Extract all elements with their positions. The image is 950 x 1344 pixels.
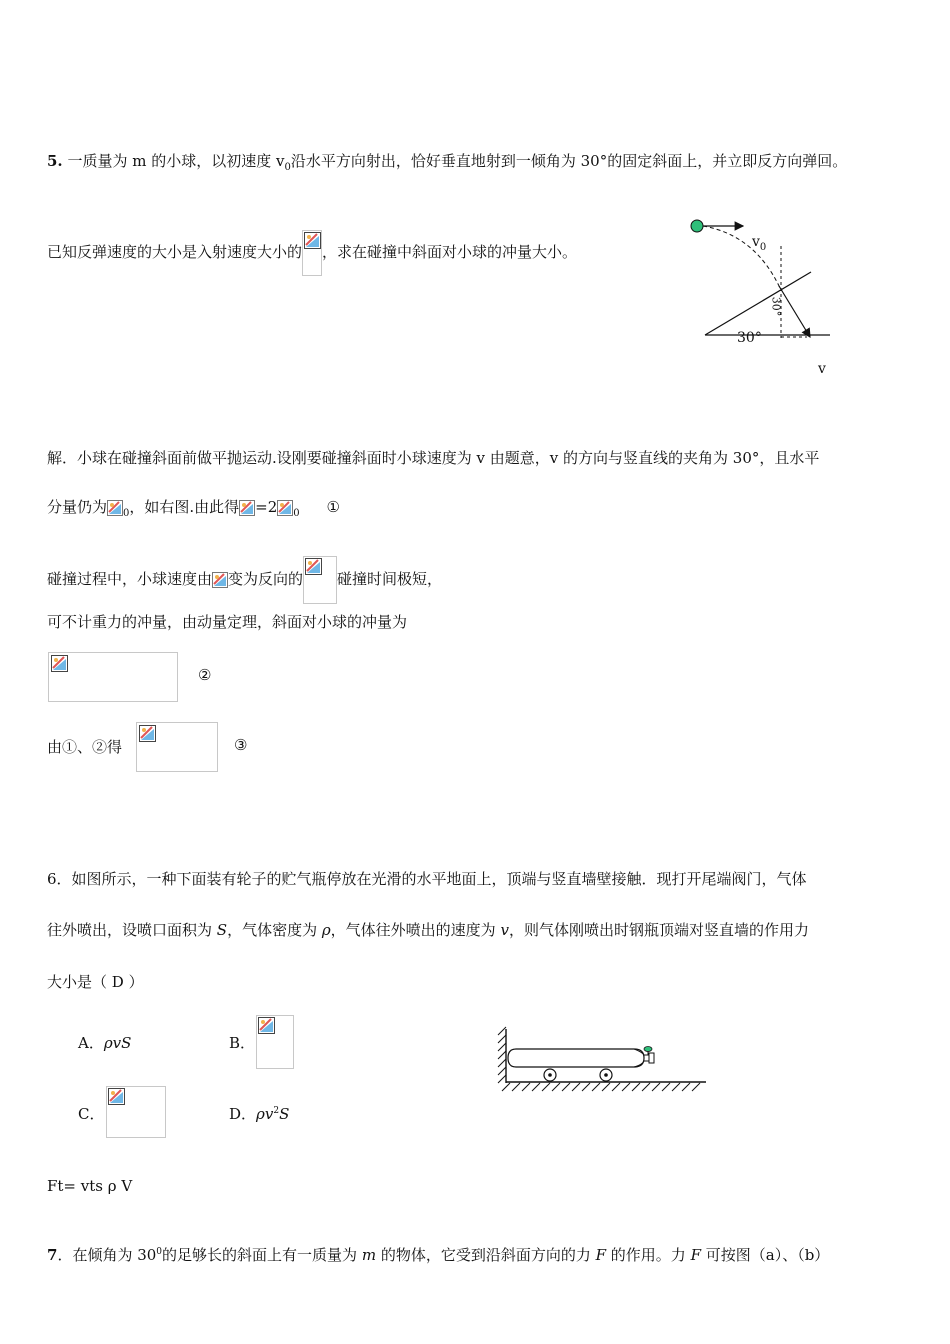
q5-solution-line4: 可不计重力的冲量，由动量定理，斜面对小球的冲量为: [47, 613, 408, 631]
inline-image-icon: [212, 572, 228, 588]
option-b: B．: [229, 1034, 256, 1052]
q5-number: 5.: [47, 152, 63, 170]
fig-label-angle-vertical: 30°: [769, 296, 783, 317]
inline-image-icon: [277, 500, 293, 516]
q5-text1a: 一质量为 m 的小球，以初速度 v: [67, 152, 285, 170]
formula-image-placeholder-2: [48, 652, 178, 702]
q6-answer: Ft= vts ρ V: [47, 1177, 133, 1195]
formula-image-placeholder-3: [136, 722, 218, 772]
q5-line1: [47, 151, 847, 178]
q5-text1b: 沿水平方向射出，恰好垂直地射到一倾角为 30°的固定斜面上，并立即反方向弹回。: [290, 152, 848, 170]
inline-image-icon: [239, 500, 255, 516]
option-a: A．ρvS: [78, 1034, 132, 1052]
q5-text2b: ，求在碰撞中斜面对小球的冲量大小。: [322, 243, 578, 261]
inline-image-icon: [107, 500, 123, 516]
q5-solution-line1: 解．小球在碰撞斜面前做平抛运动.设刚要碰撞斜面时小球速度为 v 由题意，v 的方向与竖直线的夹角为 30°，且水平: [47, 449, 820, 467]
q6-line2: 往外喷出，设喷口面积为 S，气体密度为 ρ，气体往外喷出的速度为 v，则气体刚喷出时钢瓶顶端对竖直墙的作用力: [47, 921, 809, 939]
mark-3: ③: [234, 736, 248, 754]
fig-label-v0: $v_0$: [752, 234, 767, 253]
q5-text2a: 已知反弹速度的大小是入射速度大小的: [47, 243, 303, 261]
fraction-image-placeholder: [302, 230, 322, 276]
fig-label-angle-base: 30°: [737, 330, 762, 346]
option-d: D．$\rho v^2S$: [229, 1105, 290, 1123]
q7-line1: 7．在倾角为 $30^0$的足够长的斜面上有一质量为 m 的物体，它受到沿斜面方向的力 F 的作用。力 F 可按图（a）、（b）: [47, 1246, 830, 1264]
option-c-image-placeholder: [106, 1086, 166, 1138]
ball-icon: [691, 220, 703, 232]
fig-label-v: v: [818, 361, 826, 377]
q5-line2: [47, 230, 577, 276]
gas-cylinder-figure: [494, 1025, 709, 1095]
q5-solution-line3: 碰撞过程中，小球速度由 变为反向的 碰撞时间极短，: [47, 556, 442, 604]
formula-image-placeholder: [303, 556, 337, 604]
q6-line1: 6．如图所示，一种下面装有轮子的贮气瓶停放在光滑的水平地面上，顶端与竖直墙壁接触．现打开尾端阀门，气体: [47, 870, 807, 888]
mark-1: ①: [326, 498, 340, 516]
q5-solution-line2: 分量仍为 $_0$，如右图.由此得 =2 $_0$ ①: [47, 498, 340, 519]
option-b-image-placeholder: [256, 1015, 294, 1069]
q6-line3: 大小是（ D ）: [47, 973, 144, 991]
q5-solution-line6: 由①、②得: [47, 738, 123, 756]
mark-2: ②: [198, 666, 212, 684]
q5-text1-sub: 0: [284, 162, 291, 173]
option-c: C．: [78, 1105, 105, 1123]
